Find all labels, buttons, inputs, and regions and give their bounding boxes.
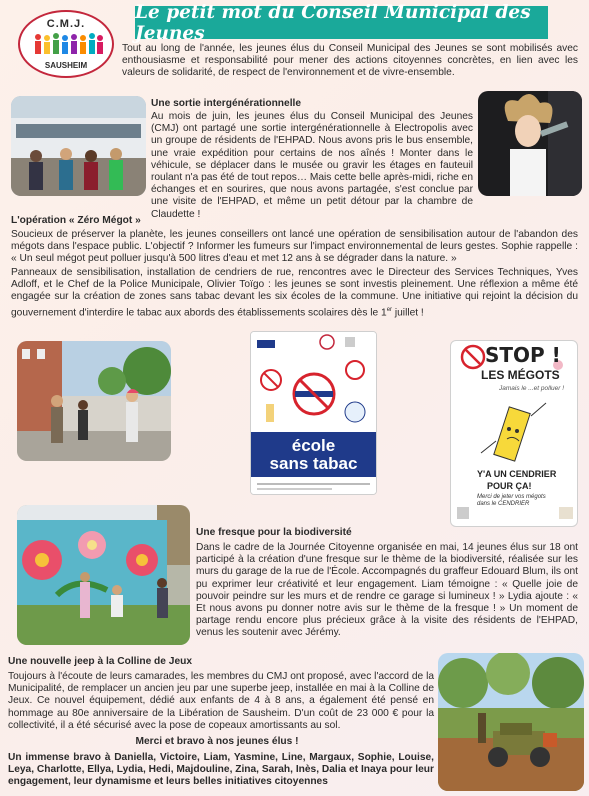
poster-line-2: sans tabac: [269, 454, 358, 473]
stop-megots-poster: [450, 340, 578, 527]
thanks-heading: Merci et bravo à nos jeunes élus !: [135, 736, 299, 747]
jeep-title: Une nouvelle jeep à la Colline de Jeux: [8, 656, 193, 667]
poster-footer: [251, 483, 376, 495]
intro-paragraph: Tout au long de l'année, les jeunes élus du Conseil Municipal des Jeunes se sont mobilisés avec enthousiasme et responsabilité pour mener des actions citoyennes concrètes, en lien avec les valeurs de solidarité, de respect de l'environnement et de vivre-ensemble.: [122, 43, 578, 79]
ecole-sans-tabac-poster: [250, 331, 377, 495]
jeep-body: Toujours à l'écoute de leurs camarades, les membres du CMJ ont proposé, avec l'accord de la Municipalité, de remplacer un ancien jeu par une superbe jeep, installée en mai à la Colline de Jeux. Ce nouvel équipement, dédié aux enfants de 4 à 8 ans, a également été pensé en hommage au 80e anniversaire de la Libération de Sausheim. D'un coût de 23 000 € pour la collectivité, il a été sécurisé avec la pose de copeaux amortissants au sol.: [8, 671, 434, 731]
megot-title: L'opération « Zéro Mégot »: [11, 215, 141, 226]
sortie-title: Une sortie intergénérationnelle: [151, 98, 302, 109]
megot-paragraph-2: Panneaux de sensibilisation, installation de cendriers de rue, rencontres avec le Directeur des Services Techniques, Yves Adloff, et le Chef de la Police Municipale, Olivier Toïgo : les jeunes se sont investis pleinement. Une réflexion a même été engagée sur la création de zones sans tabac devant les six écoles de la commune. Une initiative qui rejoint la décision du gouvernement d'interdire le tabac aux abords des établissements scolaires dès le 1er juillet !: [11, 267, 578, 318]
sortie-body: Au mois de juin, les jeunes élus du Conseil Municipal des Jeunes (CMJ) ont partagé une sortie intergénérationnelle à Electropolis avec un groupe de résidents de l'EHPAD. Nous avons pris le bus ensemble, une vraie expédition pour certains de nos aînés ! Monter dans le véhicule, se déplacer dans le musée ou gravir les étages en fauteuil roulant n'a pas été de tout repos… Mais cette belle après-midi, riche en échanges et en sourires, que nous avons partagée, s'est conclue par une visite de l'EHPAD, et même un petit détour par la chambre de Claudette !: [151, 111, 473, 220]
logo-bottom-text: SAUSHEIM: [44, 61, 88, 70]
pour-ca-text: POUR ÇA!: [487, 481, 532, 491]
fresque-title: Une fresque pour la biodiversité: [196, 527, 352, 538]
page-title: Le petit mot du Conseil Municipal des Jeunes: [135, 1, 531, 44]
poster-sub-text: Jamais le ...et polluer !: [499, 385, 565, 392]
logo-top-text: C.M.J.: [46, 18, 86, 30]
poster-line-1: école: [291, 436, 336, 455]
electropolis-photo: [478, 91, 582, 196]
sign-installation-photo: [17, 341, 171, 461]
fresque-body: Dans le cadre de la Journée Citoyenne organisée en mai, 14 jeunes élus sur 18 ont participé à la création d'une fresque sur le thème de la biodiversité, réalisée sur les murs du garage de la rue de l'École. Accompagnés du graffeur Edouard Blum, ils ont pu exprimer leur créativité et leur engagement. Liam témoigne : « Quelle joie de pouvoir peindre sur les murs et de rendre ce garage si lumineux ! » Lydia ajoute : « Et nous avons pu donner notre avis sur le thème de la fresque ! » Un moment de partage rendu encore plus précieux grâce à la visite des résidents de l'EHPAD, venus les soutenir avec Jérémy.: [196, 542, 578, 639]
bus-outing-photo: [11, 96, 146, 196]
cendrier-text: Y'A UN CENDRIER: [477, 469, 557, 479]
jeep-photo: [438, 653, 584, 791]
no-smoking-illustration-icon: [251, 332, 377, 432]
thanks-names: Un immense bravo à Daniella, Victoire, Liam, Yasmine, Line, Margaux, Sophie, Louise, Leya, Charlotte, Ellya, Lydia, Hedi, Majdouline, Zina, Sarah, Inès, Dalia et Inaya pour leur engagement, leur dynamisme et leurs belles initiatives citoyennes: [8, 752, 434, 788]
poster-caption-block: [251, 432, 376, 477]
fresque-photo: [17, 505, 190, 645]
kids-figures-icon: [32, 32, 104, 58]
poster-footer-text: Merci de jeter vos mégots dans le CENDRIER: [477, 494, 546, 507]
stop-text: STOP !: [485, 343, 561, 367]
megot-paragraph-1: Soucieux de préserver la planète, les jeunes conseillers ont lancé une opération de sensibilisation autour de l'abandon des mégots dans l'espace public. L'objectif ? Informer les fumeurs sur l'impact environnemental de leurs gestes. Sophie rappelle : « Un seul mégot peut polluer jusqu'à 500 litres d'eau et met 12 ans à se dégrader dans la nature. »: [11, 229, 578, 265]
cmj-logo: [18, 10, 114, 78]
megots-text: LES MÉGOTS: [481, 368, 560, 382]
page-title-banner: [135, 1, 548, 44]
